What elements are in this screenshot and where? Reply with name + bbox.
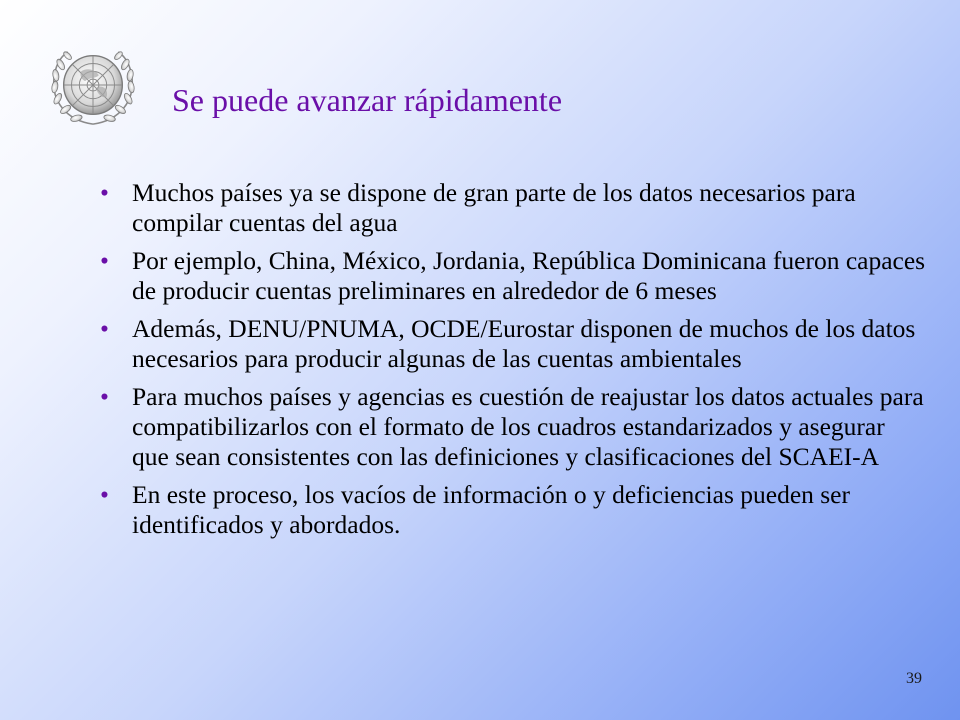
bullet-marker: •: [100, 382, 109, 411]
page-number: 39: [906, 670, 922, 687]
bullet-marker: •: [100, 178, 109, 207]
slide-title: Se puede avanzar rápidamente: [172, 82, 563, 118]
bullet-item: [96, 382, 926, 472]
bullet-text: Para muchos países y agencias es cuestión de reajustar los datos actuales para compatibilizarlos con el formato de los cuadros estandarizados y asegurar que sean consistentes con las definiciones y clasificaciones del SCAEI-A: [132, 382, 924, 471]
bullet-item: [96, 314, 926, 374]
bullet-marker: •: [100, 480, 109, 509]
bullet-text: Por ejemplo, China, México, Jordania, República Dominicana fueron capaces de producir cuentas preliminares en alrededor de 6 meses: [132, 246, 926, 305]
bullet-text: En este proceso, los vacíos de información o y deficiencias pueden ser identificados y abordados.: [132, 480, 850, 539]
bullet-text: Además, DENU/PNUMA, OCDE/Eurostar disponen de muchos de los datos necesarios para producir algunas de las cuentas ambientales: [132, 314, 916, 373]
bullet-marker: •: [100, 246, 109, 275]
united-nations-emblem-icon: [44, 42, 142, 130]
bullet-list: [96, 178, 926, 548]
bullet-text: Muchos países ya se dispone de gran parte de los datos necesarios para compilar cuentas del agua: [132, 178, 856, 237]
bullet-item: [96, 178, 926, 238]
bullet-marker: •: [100, 314, 109, 343]
bullet-item: [96, 246, 926, 306]
bullet-item: [96, 480, 926, 540]
